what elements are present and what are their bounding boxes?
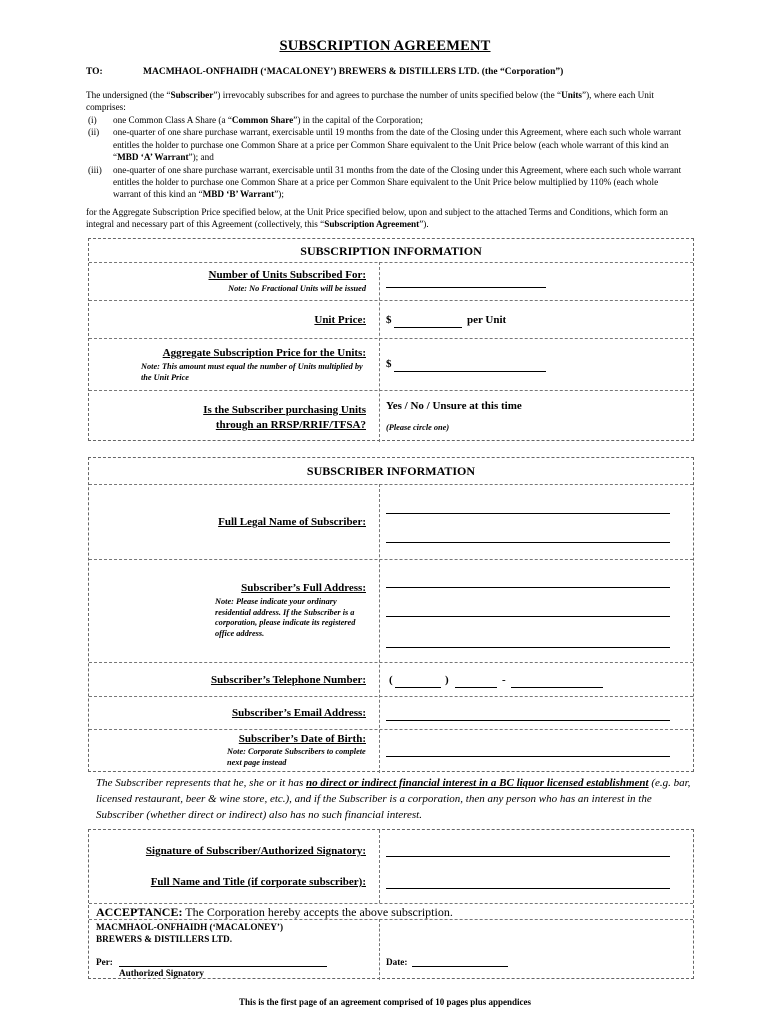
full-legal-name-input-2[interactable] — [386, 542, 670, 543]
intro-paragraph — [86, 89, 686, 114]
list-item-number: (ii) — [88, 127, 100, 138]
divider — [89, 696, 693, 697]
list-item-text: one-quarter of one share purchase warrant, exercisable until 31 months from the date of the Closing under this Agreement, where each such whole warrant entitles the holder to purchase one Common Share at a price per Common Share equivalent to the Unit Price below multiplied by 110% (each whole warrant of this kind an “ — [113, 164, 682, 200]
telephone-prefix-input[interactable] — [455, 687, 497, 688]
authorized-signatory-label: Authorized Signatory — [119, 968, 204, 978]
telephone-line-input[interactable] — [511, 687, 603, 688]
units-note: Note: No Fractional Units will be issued — [228, 284, 366, 293]
rrsp-label-line2: through an RRSP/RRIF/TFSA? — [215, 419, 366, 431]
acceptance-corporation — [96, 921, 283, 945]
divider — [89, 338, 693, 339]
date-of-birth-note: Note: Corporate Subscribers to complete next page instead — [227, 747, 366, 767]
divider — [89, 662, 693, 663]
divider — [89, 903, 693, 904]
acceptance-line — [96, 905, 453, 920]
column-divider — [379, 262, 380, 442]
rrsp-label-line1: Is the Subscriber purchasing Units — [203, 404, 366, 416]
list-item-text: ”); — [274, 189, 284, 200]
list-item-text: one Common Class A Share (a “ — [113, 115, 232, 125]
acceptance-label: ACCEPTANCE: — [96, 905, 183, 919]
divider — [89, 559, 693, 560]
telephone-dash: - — [502, 674, 506, 686]
divider — [89, 484, 693, 485]
unit-price-suffix: per Unit — [467, 314, 507, 326]
list-item-text: ”); and — [188, 152, 214, 163]
full-legal-name-label: Full Legal Name of Subscriber: — [218, 516, 366, 528]
list-item-term: MBD ‘B’ Warrant — [202, 189, 275, 200]
unit-price-dollar: $ — [386, 314, 392, 326]
aggregate-price-input[interactable] — [394, 371, 546, 372]
subscriber-info-box — [88, 457, 694, 772]
acceptance-corp-line1: MACMHAOL-ONFHAIDH (‘MACALONEY’) — [96, 922, 284, 932]
date-of-birth-label: Subscriber’s Date of Birth: — [238, 733, 366, 745]
full-legal-name-input-1[interactable] — [386, 513, 670, 514]
acceptance-text: The Corporation hereby accepts the above subscription. — [182, 905, 453, 919]
email-input[interactable] — [386, 720, 670, 721]
intro-term-subscriber: Subscriber — [170, 90, 214, 100]
rrsp-options[interactable]: Yes / No / Unsure at this time — [386, 400, 522, 412]
telephone-label: Subscriber’s Telephone Number: — [210, 674, 366, 686]
full-name-title-label: Full Name and Title (if corporate subscriber): — [150, 876, 366, 888]
list-item — [86, 126, 686, 163]
closing-text: for the Aggregate Subscription Price specified below, at the Unit Price specified below, upon and subject to the attached Terms and Conditions, which form an integral and necessary part of this Agreement (collectively, this “ — [86, 207, 669, 230]
aggregate-price-label: Aggregate Subscription Price for the Units: — [162, 347, 366, 359]
signature-input[interactable] — [386, 856, 670, 857]
footer-note: This is the first page of an agreement comprised of 10 pages plus appendices — [238, 997, 532, 1007]
intro-text: ”), where each Unit comprises: — [86, 90, 654, 113]
intro-text: The undersigned (the “ — [86, 90, 171, 100]
subscription-info-header: SUBSCRIPTION INFORMATION — [300, 244, 482, 258]
signature-label: Signature of Subscriber/Authorized Signatory: — [145, 845, 366, 857]
acceptance-date-input[interactable] — [412, 966, 508, 967]
unit-components-list — [86, 114, 686, 201]
divider — [89, 919, 693, 920]
aggregate-price-dollar: $ — [386, 358, 392, 370]
list-item-term: Common Share — [231, 115, 294, 125]
intro-text: ”) irrevocably subscribes for and agrees to purchase the number of units specified below (the “ — [213, 90, 562, 100]
email-label: Subscriber’s Email Address: — [231, 707, 366, 719]
list-item — [86, 164, 686, 201]
divider — [89, 390, 693, 391]
statement-emphasis: no direct or indirect financial interest in a BC liquor licensed establishment — [306, 777, 649, 789]
divider — [89, 729, 693, 730]
unit-price-label: Unit Price: — [314, 314, 366, 326]
rrsp-note: (Please circle one) — [386, 423, 450, 432]
corporation-name: MACMHAOL-ONFHAIDH (‘MACALONEY’) BREWERS & DISTILLERS LTD. (the “Corporation”) — [143, 67, 564, 77]
list-item-term: MBD ‘A’ Warrant — [117, 152, 189, 163]
statement-text: The Subscriber represents that he, she or it has — [96, 777, 307, 789]
per-signature-input[interactable] — [119, 966, 327, 967]
financial-interest-statement — [96, 775, 696, 823]
units-input[interactable] — [386, 287, 546, 288]
intro-term-units: Units — [561, 90, 583, 100]
signature-box — [88, 829, 694, 979]
column-divider — [379, 919, 380, 980]
to-label: TO: — [86, 67, 103, 77]
list-item — [86, 114, 686, 126]
subscriber-info-header: SUBSCRIBER INFORMATION — [306, 464, 476, 478]
full-name-title-input[interactable] — [386, 888, 670, 889]
list-item-number: (iii) — [88, 164, 102, 175]
list-item-text: ”) in the capital of the Corporation; — [293, 115, 423, 125]
divider — [89, 300, 693, 301]
closing-text: ”). — [419, 219, 429, 230]
unit-price-input[interactable] — [394, 327, 462, 328]
units-label: Number of Units Subscribed For: — [208, 269, 366, 281]
date-label: Date: — [386, 957, 408, 967]
list-item-number: (i) — [88, 115, 97, 125]
list-item-text: one-quarter of one share purchase warrant, exercisable until 19 months from the date of the Closing under this Agreement, where each such whole warrant entitles the holder to purchase one Common Share at a price per Common Share equivalent to the Unit Price below (each whole warrant of this kind an “ — [113, 127, 682, 163]
acceptance-corp-line2: BREWERS & DISTILLERS LTD. — [96, 934, 232, 944]
telephone-close-paren: ) — [445, 674, 449, 686]
full-address-input-3[interactable] — [386, 647, 670, 648]
divider — [89, 262, 693, 263]
statement-text: (e.g. bar, licensed restaurant, beer & wine store, etc.), and if the Subscriber is a corporation, then any person who has an interest in the Subscriber (whether direct or indirect) also has no such financial interest. — [96, 777, 691, 821]
full-address-note: Note: Please indicate your ordinary residential address. If the Subscriber is a corporation, please indicate its registered office address. — [215, 597, 356, 638]
column-divider — [379, 830, 380, 903]
date-of-birth-input[interactable] — [386, 756, 670, 757]
document-title: SUBSCRIPTION AGREEMENT — [279, 38, 491, 54]
closing-paragraph — [86, 206, 690, 231]
telephone-area-code-input[interactable] — [395, 687, 441, 688]
aggregate-price-note: Note: This amount must equal the number of Units multiplied by the Unit Price — [141, 362, 363, 382]
full-address-input-2[interactable] — [386, 616, 670, 617]
full-address-input-1[interactable] — [386, 587, 670, 588]
telephone-open-paren: ( — [389, 674, 393, 686]
per-label: Per: — [96, 957, 113, 967]
closing-term: Subscription Agreement — [324, 219, 420, 230]
full-address-label: Subscriber’s Full Address: — [241, 582, 366, 594]
subscription-info-box — [88, 238, 694, 441]
